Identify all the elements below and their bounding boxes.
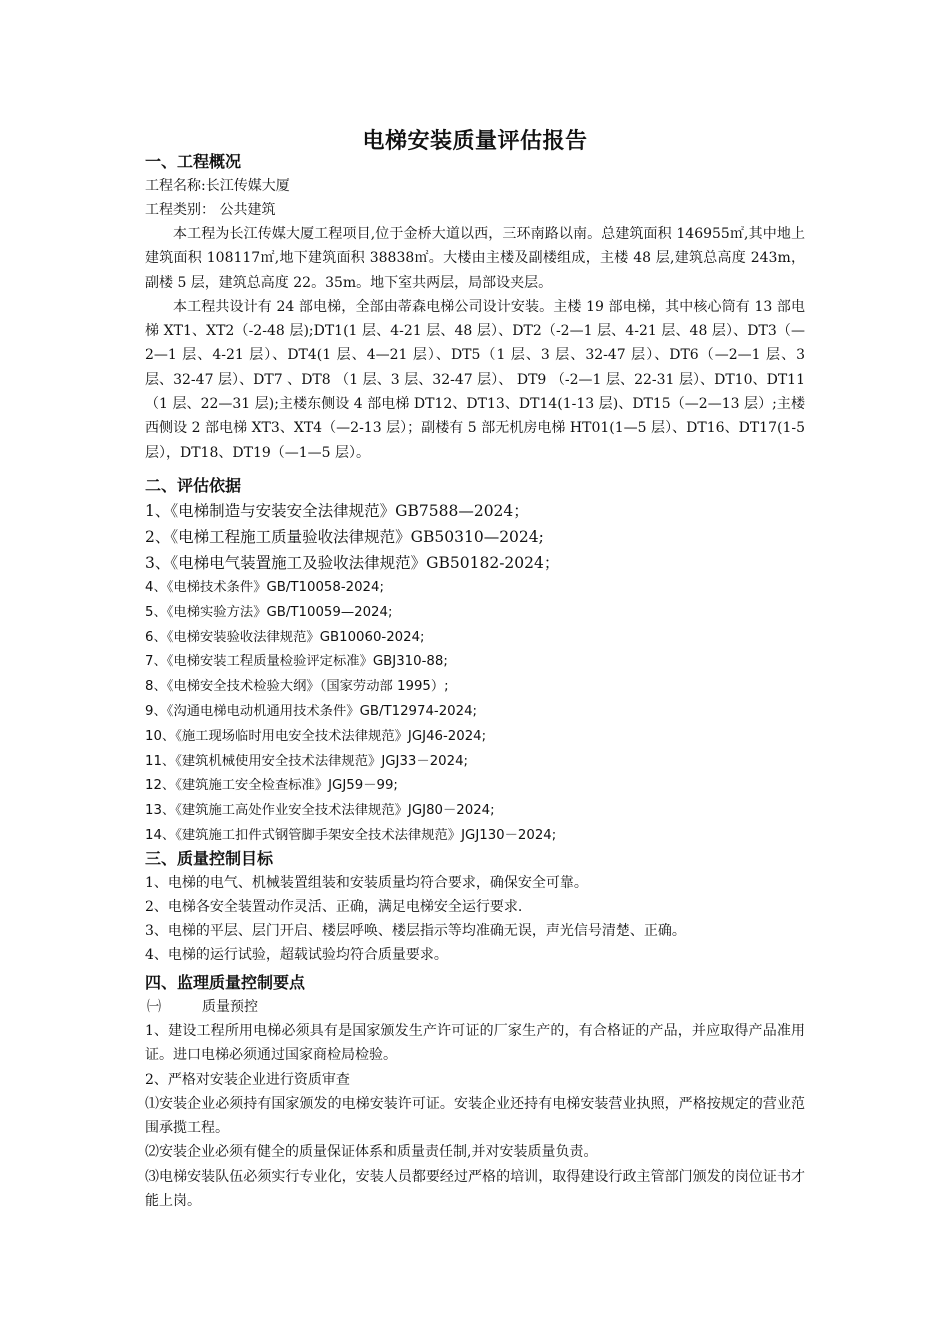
document-title: 电梯安装质量评估报告 <box>362 129 588 154</box>
supervision-paragraph: ⑵安装企业必须有健全的质量保证体系和质量责任制,并对安装质量负责。 <box>145 1144 598 1161</box>
reference-item: 14、《建筑施工扣件式钢管脚手架安全技术法律规范》JGJ130－2024; <box>145 827 557 843</box>
reference-item: 4、《电梯技术条件》GB/T10058-2024; <box>145 580 384 595</box>
section-heading: 三、质量控制目标 <box>145 849 274 868</box>
overview-paragraph: 本工程为长江传媒大厦工程项目,位于金桥大道以西，三环南路以南。总建筑面积 146955㎡,其中地上建筑面积 108117㎡,地下建筑面积 38838㎡。大楼由主楼及副楼组成，主楼 48 层,建筑总高度 243m，副楼 5 层，建筑总高度 22。35m。地下室共两层，局部设夹层。 <box>145 226 805 291</box>
supervision-paragraph: 1、建设工程所用电梯必须具有是国家颁发生产许可证的厂家生产的，有合格证的产品，并应取得产品准用证。进口电梯必须通过国家商检局检验。 <box>145 1023 805 1064</box>
goal-item: 1、电梯的电气、机械装置组装和安装质量均符合要求，确保安全可靠。 <box>145 875 588 891</box>
section-basis <box>145 474 805 849</box>
project-type: 工程类别： 公共建筑 <box>145 202 276 218</box>
section-heading: 四、监理质量控制要点 <box>145 973 306 992</box>
reference-item: 12、《建筑施工安全检查标准》JGJ59－99; <box>145 778 398 794</box>
goal-item: 2、电梯各安全装置动作灵活、正确，满足电梯安全运行要求. <box>145 899 523 915</box>
reference-item: 2、《电梯工程施工质量验收法律规范》GB50310—2024; <box>145 528 544 546</box>
supervision-paragraph: 2、严格对安装企业进行资质审查 <box>145 1071 350 1088</box>
section-heading: 二、评估依据 <box>145 476 242 495</box>
supervision-paragraph: ⑶电梯安装队伍必须实行专业化，安装人员都要经过严格的培训，取得建设行政主管部门颁发的岗位证书才能上岗。 <box>145 1168 805 1210</box>
section-heading: 一、工程概况 <box>145 152 242 171</box>
reference-item: 11、《建筑机械使用安全技术法律规范》JGJ33－2024; <box>145 753 469 769</box>
goal-item: 3、电梯的平层、层门开启、楼层呼唤、楼层指示等均准确无误，声光信号清楚、正确。 <box>145 923 686 939</box>
section-quality-goals <box>145 847 805 967</box>
section-supervision <box>145 971 805 1213</box>
section-overview <box>145 150 805 465</box>
elevator-list-paragraph: 本工程共设计有 24 部电梯，全部由蒂森电梯公司设计安装。主楼 19 部电梯，其中核心筒有 13 部电梯 XT1、XT2（-2-48 层);DT1(1 层、4-21 层、48 层）、DT2（-2—1 层、4-21 层、48 层）、DT3（—2—1 层、4-21 层）、DT4(1 层、4—21 层）、DT5（1 层、3 层、32-47 层）、DT6（—2—1 层、3 层、32-47 层）、DT7 、DT8 （1 层、3 层、32-47 层）、 DT9 （-2—1 层、22-31 层）、DT10、DT11 （1 层、22—31 层);主楼东侧设 4 部电梯 DT12、DT13、DT14(1-13 层)、DT15（—2—13 层）;主楼西侧设 2 部电梯 XT3、XT4（—2-13 层）；副楼有 5 部无机房电梯 HT01(1—5 层）、DT16、DT17(1-5 层），DT18、DT19（—1—5 层）。 <box>145 298 805 461</box>
project-name: 工程名称:长江传媒大厦 <box>145 178 290 194</box>
reference-item: 5、《电梯实验方法》GB/T10059—2024; <box>145 604 393 620</box>
reference-item: 10、《施工现场临时用电安全技术法律规范》JGJ46-2024; <box>145 728 487 744</box>
supervision-paragraph: ⑴安装企业必须持有国家颁发的电梯安装许可证。安装企业还持有电梯安装营业执照，严格按规定的营业范围承揽工程。 <box>145 1095 805 1137</box>
subsection-heading: ㈠ 质量预控 <box>147 999 258 1015</box>
reference-item: 1、《电梯制造与安装安全法律规范》GB7588—2024； <box>145 502 529 520</box>
reference-item: 8、《电梯安全技术检验大纲》（国家劳动部 1995）; <box>145 679 449 695</box>
reference-item: 9、《沟通电梯电动机通用技术条件》GB/T12974-2024; <box>145 703 478 719</box>
goal-item: 4、电梯的运行试验，超载试验均符合质量要求。 <box>145 947 448 963</box>
reference-item: 6、《电梯安装验收法律规范》GB10060-2024; <box>145 629 425 645</box>
reference-item: 7、《电梯安装工程质量检验评定标准》GBJ310-88; <box>145 654 448 670</box>
reference-item: 3、《电梯电气装置施工及验收法律规范》GB50182-2024； <box>145 554 560 572</box>
reference-item: 13、《建筑施工高处作业安全技术法律规范》JGJ80－2024; <box>145 803 495 819</box>
